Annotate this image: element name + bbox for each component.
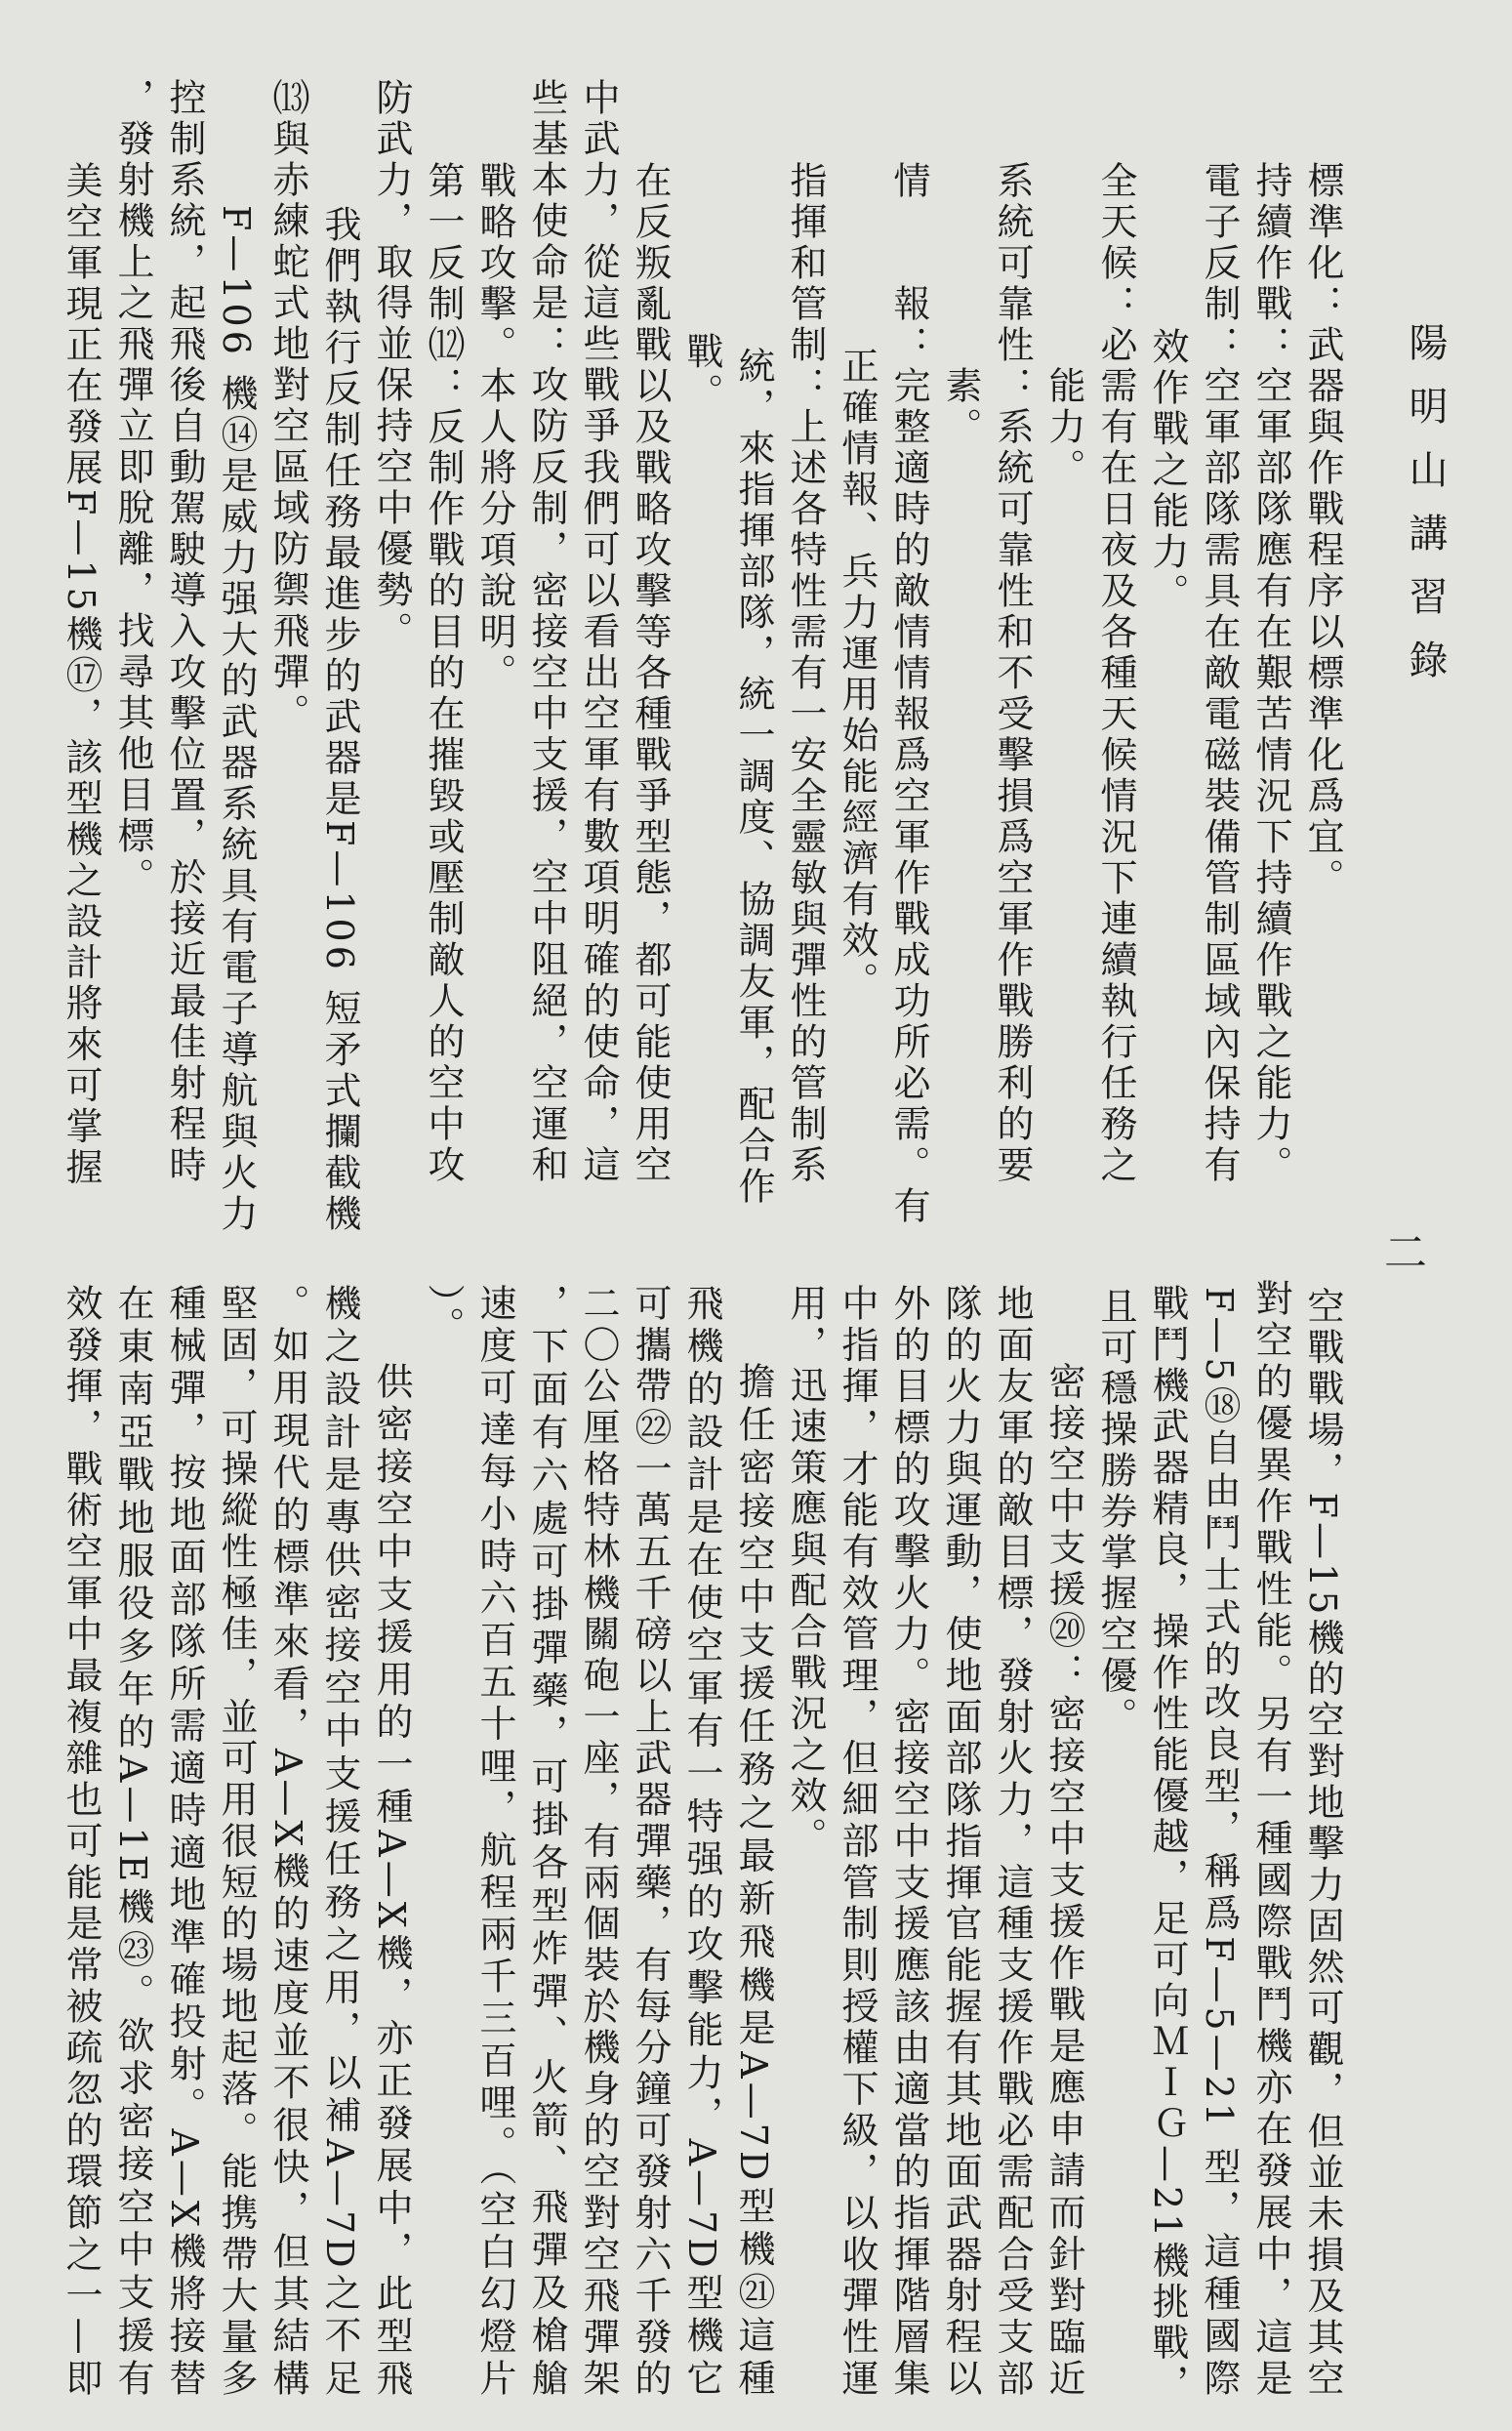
text-column: 統，來指揮部隊，統一調度、協調友軍，配合作 (732, 347, 775, 1208)
text-column: 中指揮，才能有效管理，但細部管制則授權下級，以收彈性運 (836, 1284, 879, 2400)
text-column: 標準化：武器與作戰程序以標準化爲宜。 (1301, 161, 1344, 899)
text-column: ，下面有六處可掛彈藥，可掛各型炸彈、火箭、飛彈及槍艙 (525, 1284, 568, 2400)
text-column: 指揮和管制：上述各特性需有一安全靈敏與彈性的管制系 (784, 161, 827, 1186)
text-column: 中武力，從這些戰爭我們可以看出空軍有數項明確的使命，這 (577, 78, 620, 1186)
text-column: 速度可達每小時六百五十哩，航程兩千三百哩。（空白幻燈片 (473, 1284, 516, 2400)
text-column: 效發揮，戰術空軍中最複雜也可能是常被疏忽的環節之一—即 (60, 1284, 102, 2400)
text-column: 。如用現代的標準來看，A—X機的速度並不很快，但其結構 (266, 1284, 309, 2400)
text-column: 情 報：完整適時的敵情情報爲空軍作戰成功所必需。有 (887, 161, 930, 1227)
text-column: ⒀與赤練蛇式地對空區域防禦飛彈。 (266, 78, 309, 734)
text-column: 全天候：必需有在日夜及各種天候情況下連續執行任務之 (1094, 161, 1137, 1186)
text-column: 戰略攻擊。本人將分項說明。 (473, 161, 516, 694)
text-column: 控制系統，起飛後自動駕駛導入攻擊位置，於接近最佳射程時 (163, 78, 206, 1186)
text-column: ）。 (422, 1284, 465, 1347)
running-header-title: 陽明山講習錄 (1403, 322, 1448, 703)
text-column: 美空軍現正在發展F—15機⑰，該型機之設計將來可掌握 (60, 161, 102, 1189)
text-column: 空戰戰場，F—15機的空對地擊力固然可觀，但並未損及其空 (1301, 1287, 1344, 2400)
text-column: 地面友軍的敵目標，發射火力，這種支援作戰必需配合受支部 (991, 1284, 1034, 2400)
text-column: 種械彈，按地面部隊所需適時適地準確投射。A—X機將接替 (163, 1284, 206, 2400)
text-column: 電子反制：空軍部隊需具在敵電磁裝備管制區域內保持有 (1198, 161, 1241, 1186)
text-column: 防武力，取得並保持空中優勢。 (370, 78, 413, 652)
text-column: 密接空中支援⑳：密接空中支援作戰是應申請而針對臨近 (1042, 1362, 1085, 2400)
text-column: 持續作戰：空軍部隊應有在艱苦情況下持續作戰之能力。 (1249, 161, 1292, 1186)
text-column: 素。 (939, 366, 982, 448)
text-column: 對空的優異作戰性能。另有一種國際戰鬥機亦在發展中，這是 (1249, 1279, 1292, 2400)
text-column: 正確情報、兵力運用始能經濟有效。 (836, 347, 879, 1003)
text-column: 堅固，可操縱性極佳，並可用很短的場地起落。能携帶大量多 (215, 1284, 258, 2400)
text-column: 且可穩操勝券掌握空優。 (1094, 1287, 1137, 1738)
text-column: 些基本使命是：攻防反制，密接空中支援，空中阻絕，空運和 (525, 78, 568, 1186)
text-column: 隊的火力與運動，使地面部隊指揮官能握有其地面武器射程以 (939, 1284, 982, 2400)
page-number: 二 (1384, 1228, 1427, 1278)
text-column: F—106 機⑭是威力强大的武器系統具有電子導航與火力 (215, 205, 258, 1235)
text-column: 可攜帶㉒一萬五千磅以上武器彈藥，有每分鐘可發射六千發的 (629, 1284, 672, 2400)
text-column: ，發射機上之飛彈立即脫離，找尋其他目標。 (111, 78, 154, 898)
text-column: 戰。 (680, 332, 723, 414)
text-column: 能力。 (1042, 366, 1085, 489)
text-column: 第一反制⑿：反制作戰的目的在摧毀或壓制敵人的空中攻 (422, 161, 465, 1186)
text-column: 二〇公厘格特林機關砲一座，有兩個裝於機身的空對空飛彈架 (577, 1284, 620, 2400)
text-column: 系統可靠性：系統可靠性和不受擊損爲空軍作戰勝利的要 (991, 161, 1034, 1186)
text-column: 飛機的設計是在使空軍有一特强的攻擊能力，A—7D型機它 (680, 1284, 723, 2400)
text-column: 我們執行反制任務最進步的武器是F—106 短矛式攔截機 (318, 205, 361, 1235)
text-column: 在反叛亂戰以及戰略攻擊等各種戰爭型態，都可能使用空 (629, 161, 672, 1186)
text-column: 供密接空中支援用的一種A—X機，亦正發展中，此型飛 (370, 1362, 413, 2400)
text-column: 擔任密接空中支援任務之最新飛機是A—7D型機㉑這種 (732, 1362, 775, 2400)
text-column: 機之設計是專供密接空中支援任務之用，以補A—7D之不足 (318, 1284, 361, 2400)
text-column: 外的目標的攻擊火力。密接空中支援應該由適當的指揮階層集 (887, 1284, 930, 2400)
text-column: F—5⑱自由鬥士式的改良型，稱爲F—5—21 型，這種國際 (1198, 1287, 1241, 2400)
text-column: 在東南亞戰地服役多年的A—1E機㉓。欲求密接空中支援有 (111, 1284, 154, 2400)
text-column: 效作戰之能力。 (1146, 327, 1189, 614)
text-column: 戰鬥機武器精良，操作性能優越，足可向ＭＩＧ—21機挑戰， (1146, 1284, 1189, 2406)
text-column: 用，迅速策應與配合戰況之效。 (784, 1284, 827, 1858)
